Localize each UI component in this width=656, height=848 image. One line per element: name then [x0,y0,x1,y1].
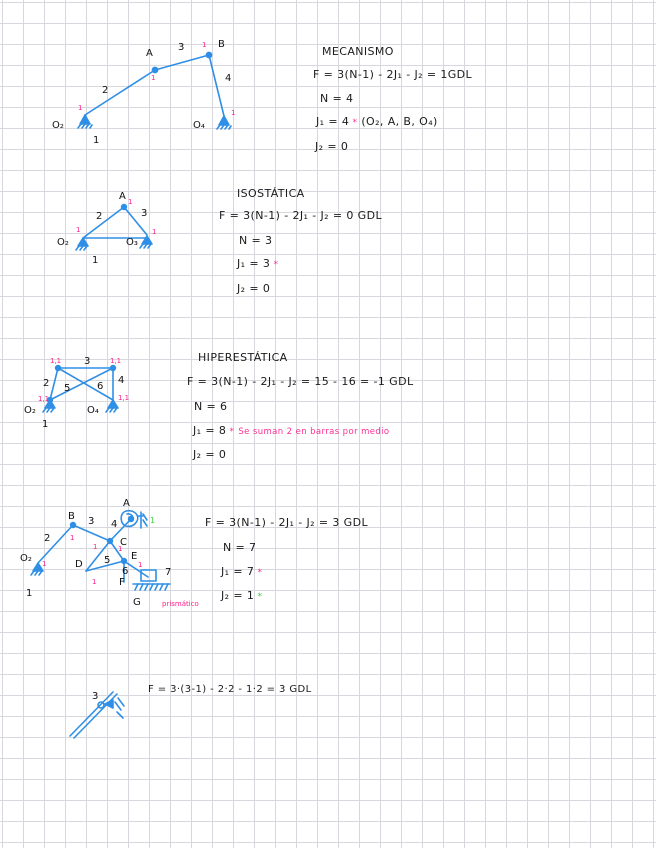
link-label-4: 4 [111,519,118,530]
svg-text:1: 1 [78,104,83,112]
j1-value-linkage [221,565,262,578]
svg-text:1: 1 [202,41,207,49]
label-D-4: D [75,559,83,570]
label-O2-4: O₂ [20,553,32,564]
j1-value-text: J₁ = 4 [316,115,350,128]
label-O4-3: O₄ [87,405,99,416]
link-label-6: 6 [122,566,129,577]
j1-value-text: J₁ = 7 [221,565,255,578]
label-B-1: B [218,39,225,50]
link-label-3: 3 [141,208,148,219]
j2-value-linkage [221,589,262,602]
link-label-3: 3 [84,356,91,367]
svg-text:1,1: 1,1 [50,357,62,365]
link-label-5: 5 [104,555,111,566]
link-label-5: 5 [64,383,71,394]
link-label-1: 1 [26,588,33,599]
j1-note-mecanismo: (O₂, A, B, O₄) [361,115,438,128]
link-label-2: 2 [96,211,103,222]
n-value-linkage: N = 7 [223,541,257,554]
j2-value-isostatica: J₂ = 0 [237,282,271,295]
svg-text:1: 1 [70,534,75,542]
svg-text:1: 1 [76,226,81,234]
label-O4-1: O₄ [193,120,205,131]
label-O3-2: O₃ [126,237,138,248]
j1-value-isostatica [237,257,278,270]
formula-isostatica: F = 3(N-1) - 2J₁ - J₂ = 0 GDL [219,209,382,222]
joint-marks [38,41,235,586]
n-value-mecanismo: N = 4 [320,92,354,105]
link-label-3: 3 [92,691,99,702]
label-C-4: C [120,537,127,548]
link-label-2: 2 [43,378,50,389]
j2-value-hiperestatica: J₂ = 0 [193,448,227,461]
label-O2-3: O₂ [24,405,36,416]
prismatic-note: prismático [162,600,199,608]
section-title-hiperestatica: HIPERESTÁTICA [198,351,288,364]
link-label-3: 3 [178,42,185,53]
label-O2-1: O₂ [52,120,64,131]
label-O2-2: O₂ [57,237,69,248]
link-label-3: 3 [88,516,95,527]
link-label-1: 1 [93,135,100,146]
link-label-2: 2 [102,85,109,96]
svg-text:1: 1 [42,560,47,568]
svg-text:1: 1 [150,516,156,525]
svg-text:1: 1 [152,228,157,236]
j1-value-mecanismo [316,115,438,128]
svg-text:1: 1 [151,74,156,82]
link-label-4: 4 [225,73,232,84]
pink-star-mark: * [349,118,358,128]
j1-value-text: J₁ = 8 [193,424,227,437]
j1-value-hiperestatica [193,424,390,437]
link-label-4: 4 [118,375,125,386]
label-A-1: A [146,48,153,59]
n-value-isostatica: N = 3 [239,234,273,247]
svg-text:1,1: 1,1 [118,394,130,402]
pink-star-mark: * [254,568,263,578]
link-label-1: 1 [42,419,49,430]
label-F-4: F [119,577,125,588]
formula-single-bar: F = 3·(3-1) - 2·2 - 1·2 = 3 GDL [148,684,312,695]
hyperstatic-structure-sketch [43,366,118,412]
svg-text:1: 1 [138,561,143,569]
link-label-7: 7 [165,567,172,578]
n-value-hiperestatica: N = 6 [194,400,228,413]
j2-value-text: J₂ = 1 [221,589,255,602]
formula-linkage: F = 3(N-1) - 2J₁ - J₂ = 3 GDL [205,516,368,529]
green-star-mark: * [254,592,263,602]
link-label-2: 2 [44,533,51,544]
label-E-4: E [131,551,138,562]
section-title-isostatica: ISOSTÁTICA [237,187,305,200]
section-title-mecanismo: MECANISMO [322,45,394,58]
svg-text:1: 1 [93,543,98,551]
link-label-1: 1 [92,255,99,266]
j2-value-mecanismo: J₂ = 0 [315,140,349,153]
svg-text:1: 1 [231,109,236,117]
svg-text:1,1: 1,1 [110,357,122,365]
j1-note-hiperestatica: Se suman 2 en barras por medio [238,427,390,437]
pink-star-mark: * [226,427,235,437]
label-A-4: A [123,498,130,509]
pink-star-mark: * [270,260,279,270]
formula-hiperestatica: F = 3(N-1) - 2J₁ - J₂ = 15 - 16 = -1 GDL [187,375,414,388]
svg-text:1: 1 [128,198,133,206]
label-B-4: B [68,511,75,522]
formula-mecanismo: F = 3(N-1) - 2J₁ - J₂ = 1GDL [313,68,473,81]
j1-value-text: J₁ = 3 [237,257,271,270]
link-label-6: 6 [97,381,104,392]
svg-text:1: 1 [118,545,123,553]
label-A-2: A [119,191,126,202]
fourbar-mechanism-sketch [78,52,231,129]
svg-text:1,1: 1,1 [38,395,50,403]
svg-text:1: 1 [92,578,97,586]
label-G-4: G [133,597,141,608]
